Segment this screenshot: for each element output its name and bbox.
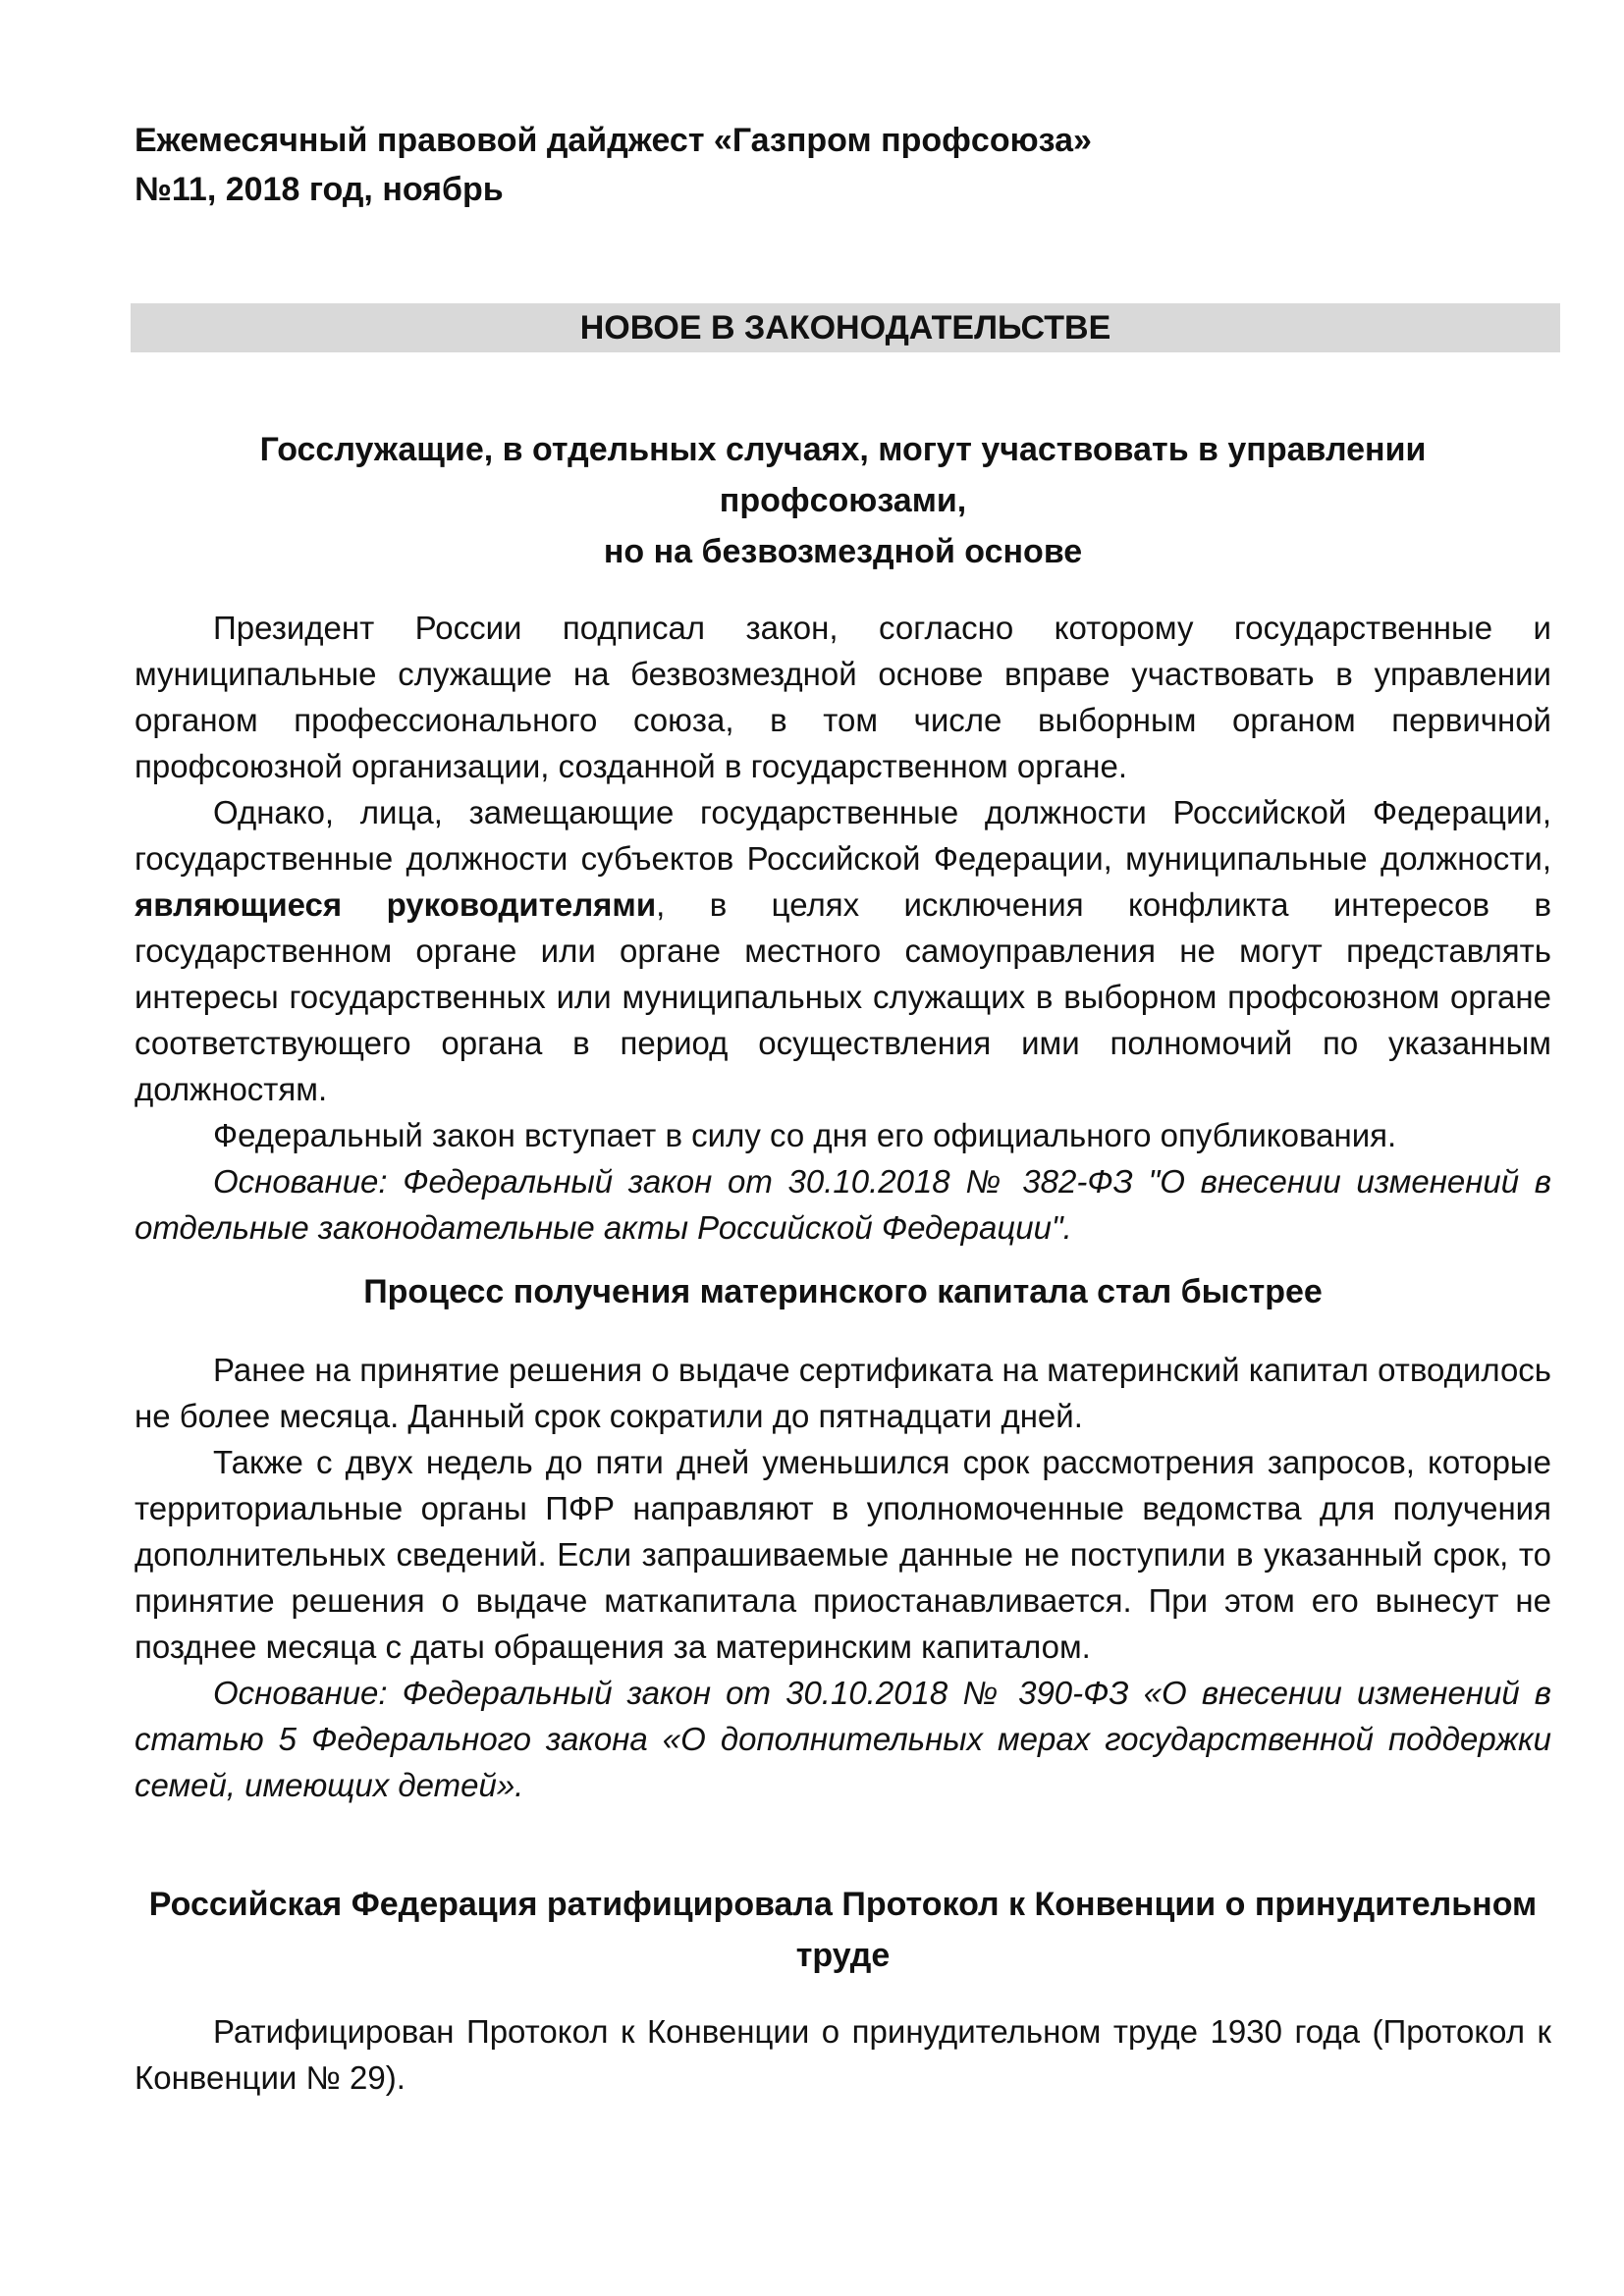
digest-issue: №11, 2018 год, ноябрь	[135, 171, 504, 208]
digest-header	[135, 116, 1558, 214]
legal-basis: Основание: Федеральный закон от 30.10.2018 № 382-ФЗ "О внесении изменений в отдельные законодательные акты Российской Федерации".	[135, 1163, 1551, 1246]
article-title-line: но на безвозмездной основе	[603, 533, 1083, 570]
article-maternity-capital	[135, 1266, 1551, 1808]
digest-title: Ежемесячный правовой дайджест «Газпром профсоюза»	[135, 122, 1092, 159]
article-title	[135, 1879, 1551, 1981]
paragraph-text: Однако, лица, замещающие государственные должности Российской Федерации, государственные должности субъектов Российской Федерации, муниципальные должности,	[135, 794, 1551, 877]
article-paragraph: Президент России подписал закон, согласно которому государственные и муниципальные служащие на безвозмездной основе вправе участвовать в управлении органом профессионального союза, в том числе выборным органом первичной профсоюзной организации, созданной в государственном органе.	[135, 610, 1551, 784]
article-title-line: труде	[795, 1937, 891, 1974]
legal-basis: Основание: Федеральный закон от 30.10.2018 № 390-ФЗ «О внесении изменений в статью 5 Федерального закона «О дополнительных мерах государственной поддержки семей, имеющих детей».	[135, 1675, 1551, 1803]
article-paragraph: Федеральный закон вступает в силу со дня его официального опубликования.	[213, 1117, 1397, 1153]
article-title	[135, 1266, 1551, 1317]
article-title	[135, 424, 1551, 577]
article-title-line: Российская Федерация ратифицировала Протокол к Конвенции о принудительном	[148, 1886, 1538, 1923]
article-paragraph: Ранее на принятие решения о выдаче сертификата на материнский капитал отводилось не более месяца. Данный срок сократили до пятнадцати дней.	[135, 1352, 1551, 1434]
article-paragraph: Ратифицирован Протокол к Конвенции о принудительном труде 1930 года (Протокол к Конвенции № 29).	[135, 2013, 1551, 2096]
article-paragraph: Также с двух недель до пяти дней уменьшился срок рассмотрения запросов, которые территориальные органы ПФР направляют в уполномоченные ведомства для получения дополнительных сведений. Если запрашиваемые данные не поступили в указанный срок, то принятие решения о выдаче маткапитала приостанавливается. При этом его вынесут не позднее месяца с даты обращения за материнским капиталом.	[135, 1444, 1551, 1665]
section-band-heading: НОВОЕ В ЗАКОНОДАТЕЛЬСТВЕ	[131, 303, 1560, 352]
article-civil-servants	[135, 424, 1551, 1251]
article-forced-labour-protocol	[135, 1879, 1551, 2101]
article-paragraph	[135, 789, 1551, 1112]
article-title-line: Процесс получения материнского капитала стал быстрее	[363, 1273, 1323, 1310]
paragraph-bold-text: являющиеся руководителями	[135, 886, 657, 923]
paragraph-text: , в целях исключения конфликта интересов в государственном органе или органе местного самоуправления не могут представлять интересы государственных или муниципальных служащих в выборном профсоюзном органе соответствующего органа в период осуществления ими полномочий по указанным должностям.	[135, 886, 1551, 1107]
article-title-line: Госслужащие, в отдельных случаях, могут участвовать в управлении профсоюзами,	[259, 431, 1427, 519]
